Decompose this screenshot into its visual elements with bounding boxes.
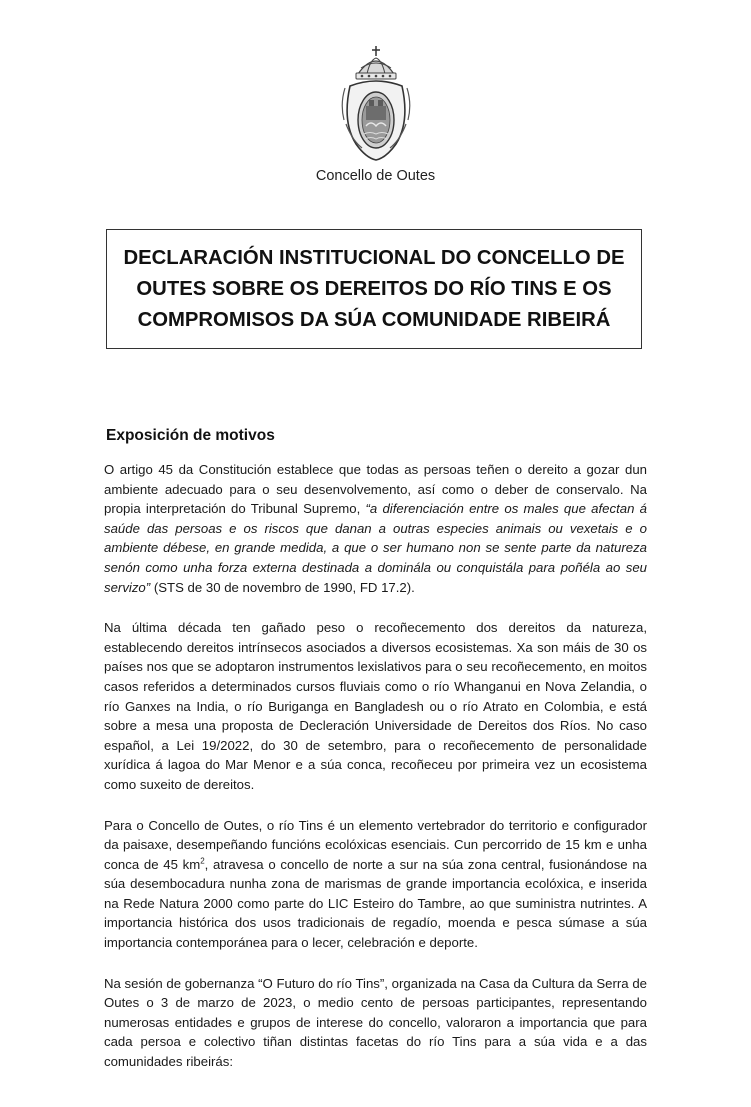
paragraph-3 xyxy=(104,816,647,953)
crest-container xyxy=(0,44,751,164)
document-body xyxy=(104,460,647,1093)
paragraph-4: Na sesión de gobernanza “O Futuro do río Tins”, organizada na Casa da Cultura da Serra de Outes o 3 de marzo de 2023, o medio cento de persoas participantes, representando numerosas entidades e grupos de interese do concello, valoraron a importancia que para cada persoa e colectivo tiñan distintas facetas do río Tins para a súa vida e a das comunidades ribeirás: xyxy=(104,975,647,1070)
document-title: DECLARACIÓN INSTITUCIONAL DO CONCELLO DE OUTES SOBRE OS DEREITOS DO RÍO TINS E OS COMPROMISOS DA SÚA COMUNIDADE RIBEIRÁ xyxy=(123,246,625,331)
organization-name: Concello de Outes xyxy=(315,168,436,184)
superscript-two: 2 xyxy=(200,856,205,866)
paragraph-1 xyxy=(104,460,647,597)
paragraph-3-text-a: Para o Concello de Outes, o río Tins é un elemento vertebrador do territorio e configurador da paisaxe, desempeñando funcións ecolóxicas esenciais. Cun percorrido de 15 km e unha conca de 45 km xyxy=(104,817,647,872)
coat-of-arms-icon xyxy=(336,44,416,164)
title-box xyxy=(106,229,642,349)
paragraph-1-text-a: O artigo 45 da Constitución establece que todas as persoas teñen o dereito a gozar dun ambiente adecuado para o seu desenvolvemento, así como o deber de conservalo. Na propia interpretación do Tribunal Supremo, xyxy=(104,462,647,517)
section-heading: Exposición de motivos xyxy=(106,427,275,444)
paragraph-2: Na última década ten gañado peso o recoñecemento dos dereitos da natureza, establecendo dereitos intrínsecos asociados a diversos ecosistemas. Xa son máis de 30 os países nos que se adoptaron instrumentos lexislativos para o seu recoñecemento, en moitos casos referidos a determinados cursos fluviais como o río Whanganui en Nova Zelandia, o río Ganxes na India, o río Buriganga en Bangladesh ou o río Atrato en Colombia, e está sobre a mesa una proposta de Decleración Universidade de Dereitos dos Ríos. No caso español, a Lei 19/2022, do 30 de setembro, para o recoñecemento de personalidade xurídica á lagoa do Mar Menor e a súa conca, recoñeceu por primeira vez un ecosistema como suxeito de dereitos. xyxy=(104,620,647,792)
supreme-court-quote: “a diferenciación entre os males que afectan á saúde das persoas e os riscos que danan a outras especies animais ou vexetais e o ambiente débese, en grande medida, a que o ser humano non se sente parte da natureza senón como unha forza externa destinada a dominála ou conquistála para poñéla ao seu servizo” xyxy=(104,501,647,595)
paragraph-3-text-b: , atravesa o concello de norte a sur na súa zona central, fusionándose na súa desembocadura nunha zona de marismas de grande importancia ecolóxica, e inserida na Rede Natura 2000 como parte do LIC Esteiro do Tambre, ao que suministra nutrintes. A importancia histórica dos usos tradicionais de regadío, moenda e pesca súmase a súa importancia contemporánea para o lecer, celebración e deporte. xyxy=(104,856,647,951)
paragraph-1-text-b: (STS de 30 de novembro de 1990, FD 17.2). xyxy=(150,579,415,595)
